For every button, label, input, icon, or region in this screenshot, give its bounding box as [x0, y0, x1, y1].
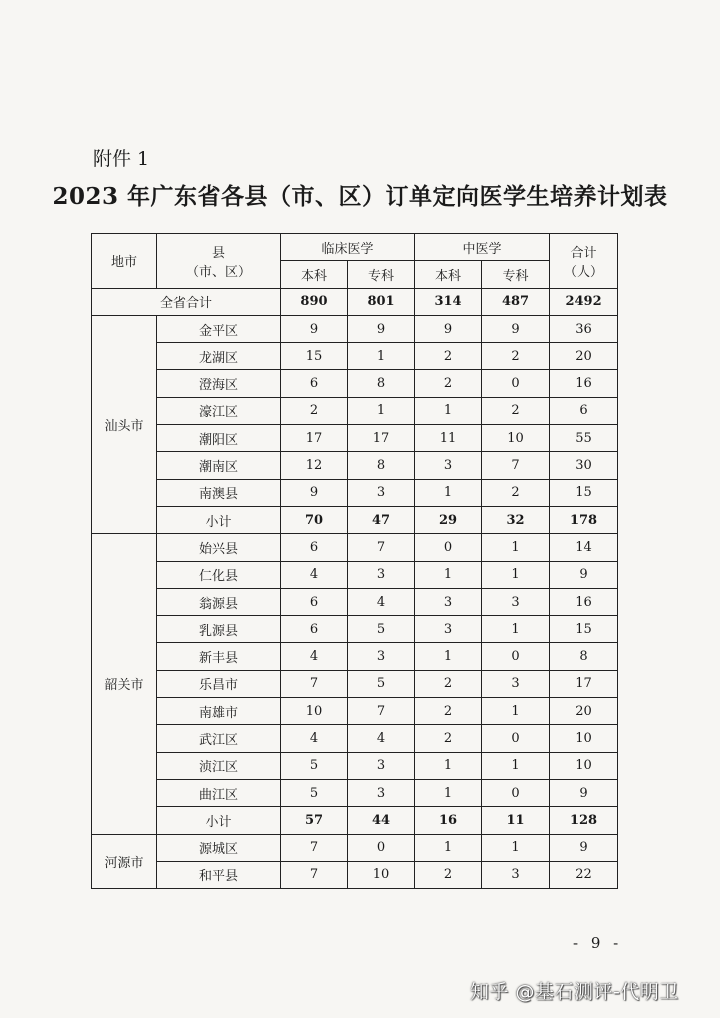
table-row	[92, 616, 618, 643]
county-cell: 曲江区	[157, 779, 281, 806]
cell: 2	[415, 670, 482, 697]
cell: 0	[482, 370, 550, 397]
cell: 9	[550, 779, 618, 806]
cell: 1	[482, 834, 550, 861]
header-county	[157, 234, 281, 289]
cell: 36	[550, 315, 618, 342]
table-row	[92, 752, 618, 779]
cell: 16	[415, 807, 482, 834]
cell: 314	[415, 288, 482, 315]
county-cell: 武江区	[157, 725, 281, 752]
table-row	[92, 588, 618, 615]
cell: 0	[482, 725, 550, 752]
cell: 70	[281, 506, 348, 533]
table-row	[92, 370, 618, 397]
cell: 6	[281, 370, 348, 397]
cell: 2	[415, 698, 482, 725]
cell: 7	[348, 534, 415, 561]
page-number: - 9 -	[573, 934, 623, 952]
attachment-label: 附件 1	[93, 148, 150, 170]
table-row	[92, 725, 618, 752]
city-cell-heyuan: 河源市	[92, 834, 157, 889]
county-cell: 金平区	[157, 315, 281, 342]
cell: 2	[415, 725, 482, 752]
cell: 4	[281, 643, 348, 670]
table-row	[92, 698, 618, 725]
county-cell: 乐昌市	[157, 670, 281, 697]
cell: 17	[281, 425, 348, 452]
cell: 17	[550, 670, 618, 697]
header-tcm-junior: 专科	[482, 261, 550, 288]
cell: 4	[348, 588, 415, 615]
cell: 6	[281, 588, 348, 615]
cell: 1	[415, 479, 482, 506]
cell: 3	[348, 643, 415, 670]
county-cell: 新丰县	[157, 643, 281, 670]
cell: 3	[348, 752, 415, 779]
cell: 17	[348, 425, 415, 452]
cell: 1	[415, 643, 482, 670]
cell: 1	[415, 834, 482, 861]
cell: 9	[482, 315, 550, 342]
cell: 15	[550, 616, 618, 643]
header-county-line1: 县	[211, 245, 225, 261]
table-row	[92, 397, 618, 424]
county-cell: 潮南区	[157, 452, 281, 479]
header-total	[550, 234, 618, 289]
cell: 4	[281, 561, 348, 588]
subtotal-label: 小计	[157, 506, 281, 533]
cell: 1	[348, 397, 415, 424]
county-cell: 浈江区	[157, 752, 281, 779]
subtotal-row	[92, 807, 618, 834]
cell: 16	[550, 370, 618, 397]
cell: 9	[415, 315, 482, 342]
table-row	[92, 425, 618, 452]
cell: 2	[415, 861, 482, 888]
cell: 44	[348, 807, 415, 834]
cell: 128	[550, 807, 618, 834]
subtotal-label: 小计	[157, 807, 281, 834]
cell: 0	[482, 643, 550, 670]
cell: 14	[550, 534, 618, 561]
cell: 9	[550, 561, 618, 588]
cell: 6	[281, 616, 348, 643]
cell: 2492	[550, 288, 618, 315]
cell: 20	[550, 343, 618, 370]
cell: 1	[415, 561, 482, 588]
cell: 487	[482, 288, 550, 315]
cell: 55	[550, 425, 618, 452]
county-cell: 乳源县	[157, 616, 281, 643]
table-row	[92, 315, 618, 342]
cell: 2	[415, 343, 482, 370]
table-row	[92, 534, 618, 561]
cell: 2	[415, 370, 482, 397]
cell: 5	[348, 670, 415, 697]
table-row	[92, 779, 618, 806]
cell: 1	[482, 561, 550, 588]
cell: 1	[482, 752, 550, 779]
cell: 890	[281, 288, 348, 315]
cell: 1	[482, 698, 550, 725]
cell: 2	[281, 397, 348, 424]
table-row	[92, 643, 618, 670]
cell: 8	[348, 452, 415, 479]
cell: 10	[550, 725, 618, 752]
cell: 15	[550, 479, 618, 506]
cell: 801	[348, 288, 415, 315]
cell: 3	[348, 479, 415, 506]
cell: 9	[550, 834, 618, 861]
cell: 10	[482, 425, 550, 452]
county-cell: 澄海区	[157, 370, 281, 397]
cell: 7	[482, 452, 550, 479]
cell: 8	[348, 370, 415, 397]
cell: 11	[482, 807, 550, 834]
cell: 57	[281, 807, 348, 834]
table-row	[92, 479, 618, 506]
cell: 3	[482, 670, 550, 697]
cell: 1	[415, 397, 482, 424]
cell: 0	[482, 779, 550, 806]
header-clinical-junior: 专科	[348, 261, 415, 288]
header-clinical: 临床医学	[281, 234, 415, 261]
cell: 22	[550, 861, 618, 888]
county-cell: 源城区	[157, 834, 281, 861]
cell: 1	[482, 616, 550, 643]
table-row	[92, 861, 618, 888]
cell: 9	[281, 479, 348, 506]
table-row	[92, 452, 618, 479]
cell: 1	[482, 534, 550, 561]
cell: 3	[415, 452, 482, 479]
cell: 29	[415, 506, 482, 533]
cell: 5	[348, 616, 415, 643]
cell: 5	[281, 752, 348, 779]
table-row	[92, 834, 618, 861]
cell: 7	[281, 834, 348, 861]
cell: 1	[348, 343, 415, 370]
cell: 6	[550, 397, 618, 424]
cell: 10	[348, 861, 415, 888]
header-tcm: 中医学	[415, 234, 550, 261]
cell: 2	[482, 479, 550, 506]
cell: 3	[482, 861, 550, 888]
province-total-label: 全省合计	[92, 288, 281, 315]
cell: 12	[281, 452, 348, 479]
county-cell: 仁化县	[157, 561, 281, 588]
cell: 7	[348, 698, 415, 725]
table-row	[92, 670, 618, 697]
cell: 16	[550, 588, 618, 615]
cell: 5	[281, 779, 348, 806]
cell: 178	[550, 506, 618, 533]
cell: 0	[415, 534, 482, 561]
city-cell-shantou: 汕头市	[92, 315, 157, 533]
cell: 7	[281, 861, 348, 888]
cell: 15	[281, 343, 348, 370]
training-plan-table	[91, 233, 618, 889]
cell: 10	[281, 698, 348, 725]
county-cell: 濠江区	[157, 397, 281, 424]
subtotal-row	[92, 506, 618, 533]
province-total-row	[92, 288, 618, 315]
header-total-line2: （人）	[564, 264, 604, 280]
cell: 10	[550, 752, 618, 779]
header-total-line1: 合计	[570, 245, 597, 261]
county-cell: 始兴县	[157, 534, 281, 561]
cell: 7	[281, 670, 348, 697]
cell: 30	[550, 452, 618, 479]
cell: 0	[348, 834, 415, 861]
cell: 47	[348, 506, 415, 533]
county-cell: 翁源县	[157, 588, 281, 615]
cell: 3	[415, 588, 482, 615]
table-row	[92, 343, 618, 370]
cell: 6	[281, 534, 348, 561]
county-cell: 和平县	[157, 861, 281, 888]
cell: 1	[415, 752, 482, 779]
county-cell: 南澳县	[157, 479, 281, 506]
cell: 4	[348, 725, 415, 752]
county-cell: 龙湖区	[157, 343, 281, 370]
city-cell-shaoguan: 韶关市	[92, 534, 157, 834]
county-cell: 潮阳区	[157, 425, 281, 452]
cell: 1	[415, 779, 482, 806]
cell: 3	[415, 616, 482, 643]
cell: 32	[482, 506, 550, 533]
watermark-text: 知乎 @基石测评-代明卫	[470, 981, 679, 1003]
cell: 20	[550, 698, 618, 725]
cell: 3	[348, 561, 415, 588]
header-clinical-bachelor: 本科	[281, 261, 348, 288]
cell: 8	[550, 643, 618, 670]
cell: 9	[281, 315, 348, 342]
table-row	[92, 561, 618, 588]
cell: 2	[482, 343, 550, 370]
cell: 3	[348, 779, 415, 806]
cell: 2	[482, 397, 550, 424]
header-city: 地市	[92, 234, 157, 289]
cell: 11	[415, 425, 482, 452]
header-county-line2: （市、区）	[185, 264, 251, 280]
cell: 4	[281, 725, 348, 752]
cell: 9	[348, 315, 415, 342]
header-tcm-bachelor: 本科	[415, 261, 482, 288]
county-cell: 南雄市	[157, 698, 281, 725]
document-title: 2023 年广东省各县（市、区）订单定向医学生培养计划表	[52, 183, 668, 210]
cell: 3	[482, 588, 550, 615]
